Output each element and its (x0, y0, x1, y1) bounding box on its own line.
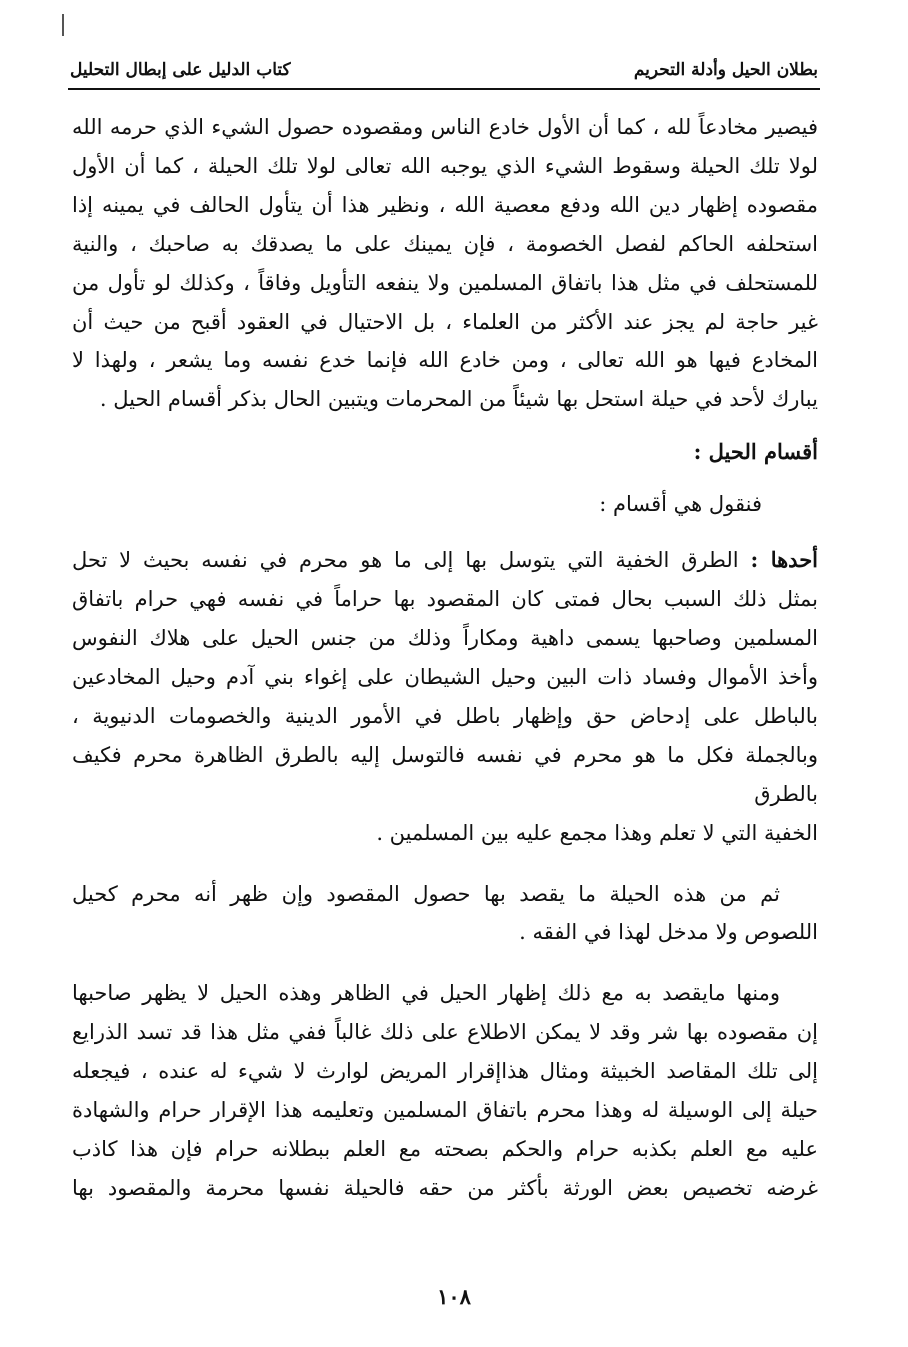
paragraph-3 (72, 875, 818, 953)
section-intro: فنقول هي أقسام : (599, 492, 762, 517)
scan-mark (62, 14, 64, 36)
text-line: مقصوده إظهار دين الله ودفع معصية الله ، ونظير هذا أن يتأول الحالف في يمينه إذا (72, 192, 819, 217)
text-line: عليه مع العلم بكذبه حرام والحكم بصحته مع العلم ببطلانه حرام فإن هذا كاذب (72, 1136, 818, 1161)
text-line: إلى تلك المقاصد الخبيثة ومثال هذاإقرار المريض لوارث لا شيء له عنده ، فيجعله (72, 1059, 818, 1084)
paragraph-1 (72, 108, 818, 419)
section-heading: أقسام الحيل : (693, 439, 818, 465)
text-line: غرضه تخصيص بعض الورثة بأكثر من حقه فالحيلة نفسها محرمة والمقصود بها (72, 1175, 818, 1200)
page-number: ١٠٨ (437, 1284, 471, 1309)
text-line: لولا تلك الحيلة وسقوط الشيء الذي يوجبه الله تعالى لولا تلك الحيلة ، كما أن الأول (72, 153, 818, 178)
paragraph-2 (72, 541, 818, 852)
header-section-title: بطلان الحيل وأدلة التحريم (633, 60, 818, 80)
header-rule (68, 88, 820, 90)
text-line: الخفية التي لا تعلم وهذا مجمع عليه بين المسلمين . (376, 820, 818, 845)
text-line: حيلة إلى الوسيلة له وهذا محرم باتفاق المسلمين وتعليمه هذا الإقرار حرام والشهادة (72, 1098, 818, 1123)
paragraph-gap (72, 952, 818, 974)
text-line: يبارك لأحد في حيلة استحل بها شيئاً من المحرمات ويتبين الحال بذكر أقسام الحيل . (99, 387, 818, 412)
page-body (72, 108, 818, 1208)
text-line: إن مقصوده بها شر وقد لا يمكن الاطلاع على ذلك غالباً ففي مثل هذا قد تسد الذرايع (72, 1020, 818, 1045)
text-line: اللصوص ولا مدخل لهذا في الفقه . (519, 920, 818, 945)
paragraph-lead: أحدها : (750, 547, 819, 573)
text-line: بمثل ذلك السبب بحال فمتى كان المقصود بها حراماً في نفسه فهي حرام باتفاق (72, 587, 818, 612)
text-line: غير حاجة لم يجز عند الأكثر من العلماء ، بل الاحتيال في العقود أقبح من حيث أن (72, 309, 818, 334)
header-book-title: كتاب الدليل على إبطال التحليل (70, 60, 291, 80)
paragraph-4 (72, 974, 818, 1207)
text-line: استحلفه الحاكم لفصل الخصومة ، فإن يمينك على ما يصدقك به صاحبك ، والنية (72, 231, 818, 256)
text-line: المخادع فيها هو الله تعالى ، ومن خادع الله فإنما خدع نفسه وما يشعر ، ولهذا لا (72, 348, 818, 373)
text-line: بالباطل على إدحاض حق وإظهار باطل في الأمور الدينية والخصومات الدنيوية ، (72, 703, 818, 728)
text-line (72, 541, 818, 580)
text-line: للمستحلف في مثل هذا باتفاق المسلمين ولا ينفعه التأويل وفاقاً ، وكذلك لو تأول من (72, 270, 818, 295)
text-line: وأخذ الأموال وفساد ذات البين وحيل الشيطان على إغواء بني آدم وحيل المخادعين (72, 664, 818, 689)
text-line: ومنها مايقصد به مع ذلك إظهار الحيل في الظاهر وهذه الحيل لا يظهر صاحبها (72, 981, 780, 1006)
text-line: وبالجملة فكل ما هو محرم في نفسه فالتوسل إليه بالطرق الظاهرة محرم فكيف بالطرق (72, 742, 818, 806)
text-span: الطرق الخفية التي يتوسل بها إلى ما هو محرم في نفسه بحيث لا تحل (72, 548, 751, 573)
text-line: المسلمين وصاحبها يسمى داهية ومكاراً وذلك من جنس الحيل على هلاك النفوس (72, 626, 818, 651)
running-header (70, 44, 818, 80)
paragraph-gap (72, 853, 818, 875)
text-line: ثم من هذه الحيلة ما يقصد بها حصول المقصود وإن ظهر أنه محرم كحيل (72, 881, 780, 906)
text-line: فيصير مخادعاً لله ، كما أن الأول خادع الناس ومقصوده حصول الشيء الذي حرمه الله (72, 115, 818, 139)
